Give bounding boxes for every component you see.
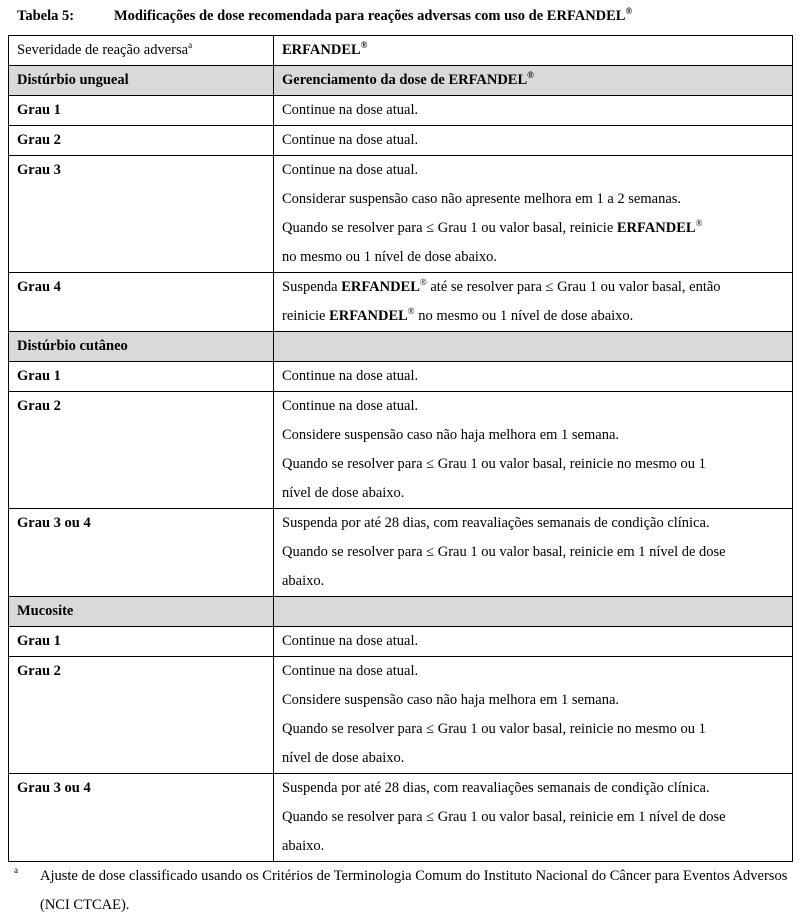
management-line: Continue na dose atual.	[282, 132, 419, 148]
management-line: Continue na dose atual.	[282, 162, 419, 178]
registered-mark: ®	[407, 306, 415, 316]
footnote-text: Ajuste de dose classificado usando os Critérios de Terminologia Comum do Instituto Nacional do Câncer para Eventos Adversos (NCI CTCAE).	[40, 868, 788, 913]
management-line: Continue na dose atual.	[282, 663, 419, 679]
management-cell	[274, 126, 793, 156]
management-line: nível de dose abaixo.	[282, 485, 405, 501]
section-title: Mucosite	[9, 597, 274, 627]
header-severity-label: Severidade de reação adversa	[17, 42, 189, 58]
management-line: abaixo.	[282, 838, 325, 854]
management-cell	[274, 273, 793, 332]
table-row	[9, 509, 793, 597]
registered-mark: ®	[625, 6, 633, 16]
management-line: Quando se resolver para ≤ Grau 1 ou valor basal, reinicie em 1 nível de dose	[282, 809, 726, 825]
management-cell	[274, 657, 793, 774]
table-caption-title: Modificações de dose recomendada para reações adversas com uso de ERFANDEL	[114, 8, 626, 24]
grade-cell: Grau 1	[9, 96, 274, 126]
management-line: Considere suspensão caso não haja melhora em 1 semana.	[282, 427, 620, 443]
table-header-row	[9, 36, 793, 66]
management-text: Suspenda	[282, 279, 338, 295]
section-row-nail	[9, 66, 793, 96]
table-footnote	[14, 862, 789, 920]
table-caption-label: Tabela 5:	[17, 8, 75, 24]
registered-mark: ®	[419, 277, 427, 287]
grade-cell: Grau 3 ou 4	[9, 774, 274, 862]
management-line: Considerar suspensão caso não apresente melhora em 1 a 2 semanas.	[282, 191, 682, 207]
management-line: Suspenda por até 28 dias, com reavaliações semanais de condição clínica.	[282, 780, 710, 796]
management-text: Quando se resolver para ≤ Grau 1 ou valor basal, reinicie	[282, 220, 614, 236]
grade-cell: Grau 3	[9, 156, 274, 273]
grade-cell: Grau 1	[9, 362, 274, 392]
management-line: nível de dose abaixo.	[282, 750, 405, 766]
management-cell	[274, 96, 793, 126]
header-drug-label: ERFANDEL	[282, 42, 361, 58]
table-row	[9, 774, 793, 862]
management-cell	[274, 509, 793, 597]
section-title: Distúrbio ungueal	[9, 66, 274, 96]
management-line: Quando se resolver para ≤ Grau 1 ou valor basal, reinicie no mesmo ou 1	[282, 456, 706, 472]
management-text: no mesmo ou 1 nível de dose abaixo.	[418, 308, 634, 324]
management-cell	[274, 774, 793, 862]
management-line: Suspenda por até 28 dias, com reavaliações semanais de condição clínica.	[282, 515, 710, 531]
grade-cell: Grau 1	[9, 627, 274, 657]
management-cell	[274, 627, 793, 657]
table-row	[9, 96, 793, 126]
management-cell	[274, 156, 793, 273]
management-line: Continue na dose atual.	[282, 398, 419, 414]
grade-cell: Grau 2	[9, 126, 274, 156]
section-empty-cell	[274, 332, 793, 362]
table-row	[9, 657, 793, 774]
management-line	[282, 273, 784, 302]
table-row	[9, 392, 793, 509]
table-row	[9, 362, 793, 392]
section-title: Distúrbio cutâneo	[9, 332, 274, 362]
management-line: Continue na dose atual.	[282, 633, 419, 649]
management-line: abaixo.	[282, 573, 325, 589]
management-text: até se resolver para ≤ Grau 1 ou valor basal, então	[430, 279, 721, 295]
management-line: Continue na dose atual.	[282, 102, 419, 118]
table-row	[9, 156, 793, 273]
section-management-label: Gerenciamento da dose de ERFANDEL	[282, 72, 528, 88]
grade-cell: Grau 2	[9, 392, 274, 509]
section-row-skin	[9, 332, 793, 362]
management-line	[282, 214, 784, 243]
dose-modification-table	[8, 35, 793, 862]
drug-name: ERFANDEL	[341, 279, 420, 295]
table-row	[9, 627, 793, 657]
grade-cell: Grau 4	[9, 273, 274, 332]
management-line: no mesmo ou 1 nível de dose abaixo.	[282, 249, 498, 265]
header-drug	[274, 36, 793, 66]
footnote-mark: a	[14, 865, 18, 875]
grade-cell: Grau 2	[9, 657, 274, 774]
registered-mark: ®	[527, 70, 534, 80]
management-cell	[274, 362, 793, 392]
grade-cell: Grau 3 ou 4	[9, 509, 274, 597]
header-severity	[9, 36, 274, 66]
registered-mark: ®	[695, 218, 703, 228]
management-cell	[274, 392, 793, 509]
management-line: Quando se resolver para ≤ Grau 1 ou valor basal, reinicie em 1 nível de dose	[282, 544, 726, 560]
table-row	[9, 126, 793, 156]
section-row-mucositis	[9, 597, 793, 627]
management-text: reinicie	[282, 308, 326, 324]
section-management-header	[274, 66, 793, 96]
management-line: Continue na dose atual.	[282, 368, 419, 384]
drug-name: ERFANDEL	[616, 220, 696, 236]
footnote-ref: a	[188, 40, 193, 50]
table-row	[9, 273, 793, 332]
management-line	[282, 302, 784, 331]
section-empty-cell	[274, 597, 793, 627]
registered-mark: ®	[360, 40, 368, 50]
drug-name: ERFANDEL	[329, 308, 408, 324]
management-line: Quando se resolver para ≤ Grau 1 ou valor basal, reinicie no mesmo ou 1	[282, 721, 706, 737]
management-line: Considere suspensão caso não haja melhora em 1 semana.	[282, 692, 620, 708]
table-caption	[17, 8, 632, 25]
